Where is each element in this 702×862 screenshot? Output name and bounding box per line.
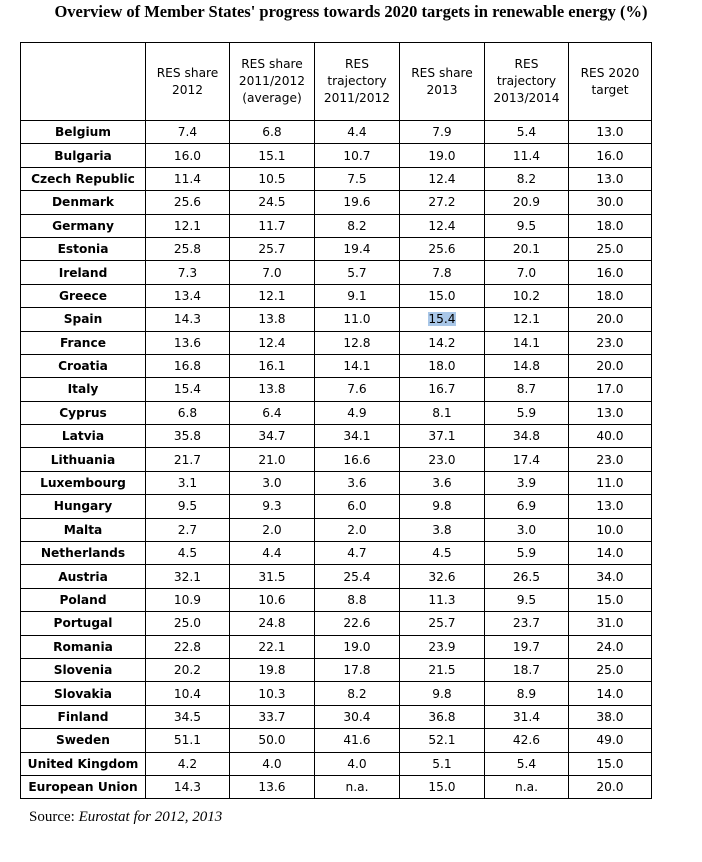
value-cell-res-trajectory-2011-2012: 19.0: [315, 635, 400, 658]
value-cell-res-trajectory-2011-2012: 25.4: [315, 565, 400, 588]
value-cell-res-trajectory-2013-2014: 17.4: [485, 448, 569, 471]
value-cell-res-2020-target: 20.0: [569, 775, 652, 798]
country-name-cell: Spain: [21, 308, 146, 331]
table-row: [21, 308, 652, 331]
table-row: [21, 378, 652, 401]
value-cell-res-share-2011-2012-average: 22.1: [230, 635, 315, 658]
table-row: [21, 167, 652, 190]
table-row: [21, 542, 652, 565]
table-row: [21, 612, 652, 635]
value-cell-res-2020-target: 18.0: [569, 214, 652, 237]
value-cell-res-trajectory-2011-2012: 3.6: [315, 471, 400, 494]
value-cell-res-share-2011-2012-average: 12.1: [230, 284, 315, 307]
source-label: Source:: [29, 809, 75, 825]
value-cell-res-share-2012: 15.4: [146, 378, 230, 401]
value-cell-res-share-2012: 13.6: [146, 331, 230, 354]
value-cell-res-trajectory-2013-2014: 14.8: [485, 354, 569, 377]
country-name-cell: Finland: [21, 705, 146, 728]
value-cell-res-share-2013: 12.4: [400, 214, 485, 237]
value-cell-res-share-2012: 7.4: [146, 121, 230, 144]
country-name-cell: France: [21, 331, 146, 354]
table-row: [21, 705, 652, 728]
value-cell-res-2020-target: 25.0: [569, 237, 652, 260]
value-cell-res-share-2013: 36.8: [400, 705, 485, 728]
value-cell-res-trajectory-2013-2014: 11.4: [485, 144, 569, 167]
value-cell-res-trajectory-2013-2014: 31.4: [485, 705, 569, 728]
value-cell-res-trajectory-2013-2014: 5.9: [485, 401, 569, 424]
value-cell-res-trajectory-2013-2014: 5.4: [485, 121, 569, 144]
source-text: Eurostat for 2012, 2013: [78, 809, 223, 825]
value-cell-res-share-2013: 9.8: [400, 495, 485, 518]
country-name-cell: Estonia: [21, 237, 146, 260]
value-cell-res-2020-target: 13.0: [569, 495, 652, 518]
value-cell-res-share-2011-2012-average: 7.0: [230, 261, 315, 284]
value-cell-res-trajectory-2011-2012: 34.1: [315, 425, 400, 448]
value-cell-res-2020-target: 49.0: [569, 729, 652, 752]
column-header-country: [21, 43, 146, 121]
value-cell-res-share-2011-2012-average: 11.7: [230, 214, 315, 237]
value-cell-res-share-2013: 4.5: [400, 542, 485, 565]
value-cell-res-share-2013: 18.0: [400, 354, 485, 377]
value-cell-res-trajectory-2013-2014: 26.5: [485, 565, 569, 588]
value-cell-res-trajectory-2013-2014: 5.9: [485, 542, 569, 565]
value-cell-res-share-2011-2012-average: 21.0: [230, 448, 315, 471]
value-cell-res-share-2013: 5.1: [400, 752, 485, 775]
value-cell-res-trajectory-2011-2012: 19.4: [315, 237, 400, 260]
value-cell-res-trajectory-2013-2014: 19.7: [485, 635, 569, 658]
page-title: Overview of Member States' progress towards 2020 targets in renewable energy (%): [54, 2, 648, 21]
country-name-cell: Bulgaria: [21, 144, 146, 167]
value-cell-res-share-2013: 15.0: [400, 284, 485, 307]
value-cell-res-trajectory-2011-2012: 4.9: [315, 401, 400, 424]
value-cell-res-trajectory-2013-2014: 5.4: [485, 752, 569, 775]
value-cell-res-share-2012: 4.2: [146, 752, 230, 775]
table-row: [21, 752, 652, 775]
res-progress-table: [20, 42, 652, 799]
value-cell-res-2020-target: 16.0: [569, 261, 652, 284]
country-name-cell: European Union: [21, 775, 146, 798]
table-row: [21, 284, 652, 307]
value-cell-res-2020-target: 16.0: [569, 144, 652, 167]
table-row: [21, 775, 652, 798]
value-cell-res-trajectory-2011-2012: 16.6: [315, 448, 400, 471]
table-row: [21, 214, 652, 237]
value-cell-res-trajectory-2013-2014: 9.5: [485, 214, 569, 237]
value-cell-res-2020-target: 13.0: [569, 167, 652, 190]
value-cell-res-trajectory-2013-2014: 3.9: [485, 471, 569, 494]
value-cell-res-share-2012: 6.8: [146, 401, 230, 424]
value-cell-res-share-2013: 21.5: [400, 658, 485, 681]
value-cell-res-share-2013: 7.8: [400, 261, 485, 284]
value-cell-res-share-2012: 22.8: [146, 635, 230, 658]
value-cell-res-2020-target: 30.0: [569, 191, 652, 214]
value-cell-res-trajectory-2011-2012: 11.0: [315, 308, 400, 331]
table-row: [21, 729, 652, 752]
value-cell-res-trajectory-2011-2012: 14.1: [315, 354, 400, 377]
value-cell-res-2020-target: 17.0: [569, 378, 652, 401]
value-cell-res-2020-target: 18.0: [569, 284, 652, 307]
value-cell-res-share-2013: 27.2: [400, 191, 485, 214]
table-row: [21, 191, 652, 214]
value-cell-res-2020-target: 13.0: [569, 121, 652, 144]
table-row: [21, 565, 652, 588]
value-cell-res-trajectory-2013-2014: n.a.: [485, 775, 569, 798]
country-name-cell: Italy: [21, 378, 146, 401]
value-cell-res-share-2013: 23.0: [400, 448, 485, 471]
value-cell-res-share-2011-2012-average: 31.5: [230, 565, 315, 588]
value-cell-res-share-2012: 12.1: [146, 214, 230, 237]
table-body: [21, 121, 652, 799]
value-cell-res-trajectory-2013-2014: 8.2: [485, 167, 569, 190]
country-name-cell: Slovakia: [21, 682, 146, 705]
column-header-res-trajectory-2013-2014: RES trajectory 2013/2014: [485, 43, 569, 121]
value-cell-res-2020-target: 20.0: [569, 308, 652, 331]
country-name-cell: Romania: [21, 635, 146, 658]
country-name-cell: Ireland: [21, 261, 146, 284]
value-cell-res-trajectory-2011-2012: 6.0: [315, 495, 400, 518]
value-cell-res-2020-target: 20.0: [569, 354, 652, 377]
value-cell-res-trajectory-2013-2014: 7.0: [485, 261, 569, 284]
country-name-cell: Slovenia: [21, 658, 146, 681]
value-cell-res-share-2012: 32.1: [146, 565, 230, 588]
value-cell-res-trajectory-2013-2014: 8.7: [485, 378, 569, 401]
value-cell-res-trajectory-2011-2012: 17.8: [315, 658, 400, 681]
value-cell-res-2020-target: 14.0: [569, 542, 652, 565]
value-cell-res-trajectory-2011-2012: 19.6: [315, 191, 400, 214]
value-cell-res-trajectory-2011-2012: 4.7: [315, 542, 400, 565]
country-name-cell: United Kingdom: [21, 752, 146, 775]
selected-text-highlight: 15.4: [428, 312, 456, 327]
value-cell-res-share-2011-2012-average: 9.3: [230, 495, 315, 518]
value-cell-res-share-2012: 3.1: [146, 471, 230, 494]
value-cell-res-share-2013: 32.6: [400, 565, 485, 588]
value-cell-res-share-2013: 12.4: [400, 167, 485, 190]
value-cell-res-trajectory-2011-2012: 30.4: [315, 705, 400, 728]
value-cell-res-trajectory-2011-2012: 5.7: [315, 261, 400, 284]
country-name-cell: Germany: [21, 214, 146, 237]
table-row: [21, 401, 652, 424]
value-cell-res-share-2011-2012-average: 24.5: [230, 191, 315, 214]
value-cell-res-2020-target: 31.0: [569, 612, 652, 635]
value-cell-res-trajectory-2011-2012: 8.2: [315, 214, 400, 237]
value-cell-res-trajectory-2013-2014: 34.8: [485, 425, 569, 448]
table-row: [21, 518, 652, 541]
country-name-cell: Cyprus: [21, 401, 146, 424]
value-cell-res-share-2011-2012-average: 13.8: [230, 378, 315, 401]
value-cell-res-2020-target: 15.0: [569, 588, 652, 611]
value-cell-res-share-2011-2012-average: 15.1: [230, 144, 315, 167]
value-cell-res-share-2012: 20.2: [146, 658, 230, 681]
table-row: [21, 471, 652, 494]
value-cell-res-2020-target: 38.0: [569, 705, 652, 728]
value-cell-res-share-2011-2012-average: 6.4: [230, 401, 315, 424]
value-cell-res-share-2012: 51.1: [146, 729, 230, 752]
value-cell-res-trajectory-2013-2014: 20.1: [485, 237, 569, 260]
value-cell-res-share-2012: 7.3: [146, 261, 230, 284]
column-header-res-share-2013: RES share 2013: [400, 43, 485, 121]
value-cell-res-share-2012: 10.9: [146, 588, 230, 611]
value-cell-res-share-2011-2012-average: 12.4: [230, 331, 315, 354]
country-name-cell: Croatia: [21, 354, 146, 377]
value-cell-res-share-2011-2012-average: 10.3: [230, 682, 315, 705]
value-cell-res-share-2011-2012-average: 13.6: [230, 775, 315, 798]
country-name-cell: Luxembourg: [21, 471, 146, 494]
value-cell-res-2020-target: 14.0: [569, 682, 652, 705]
value-cell-res-share-2012: 9.5: [146, 495, 230, 518]
table-header-row: [21, 43, 652, 121]
column-header-res-2020-target: RES 2020 target: [569, 43, 652, 121]
value-cell-res-trajectory-2013-2014: 12.1: [485, 308, 569, 331]
value-cell-res-2020-target: 25.0: [569, 658, 652, 681]
value-cell-res-share-2012: 13.4: [146, 284, 230, 307]
value-cell-res-trajectory-2011-2012: 2.0: [315, 518, 400, 541]
column-header-res-share-2012: RES share 2012: [146, 43, 230, 121]
value-cell-res-share-2013: 16.7: [400, 378, 485, 401]
country-name-cell: Latvia: [21, 425, 146, 448]
value-cell-res-share-2011-2012-average: 19.8: [230, 658, 315, 681]
country-name-cell: Hungary: [21, 495, 146, 518]
value-cell-res-2020-target: 11.0: [569, 471, 652, 494]
country-name-cell: Poland: [21, 588, 146, 611]
table-row: [21, 354, 652, 377]
value-cell-res-trajectory-2013-2014: 10.2: [485, 284, 569, 307]
value-cell-res-trajectory-2011-2012: 7.6: [315, 378, 400, 401]
value-cell-res-share-2012: 25.6: [146, 191, 230, 214]
value-cell-res-trajectory-2013-2014: 18.7: [485, 658, 569, 681]
value-cell-res-share-2011-2012-average: 25.7: [230, 237, 315, 260]
value-cell-res-share-2011-2012-average: 4.4: [230, 542, 315, 565]
value-cell-res-share-2011-2012-average: 10.5: [230, 167, 315, 190]
value-cell-res-2020-target: 40.0: [569, 425, 652, 448]
table-row: [21, 261, 652, 284]
value-cell-res-share-2013: 11.3: [400, 588, 485, 611]
value-cell-res-share-2013: 25.7: [400, 612, 485, 635]
value-cell-res-trajectory-2011-2012: 4.4: [315, 121, 400, 144]
value-cell-res-share-2011-2012-average: 2.0: [230, 518, 315, 541]
country-name-cell: Greece: [21, 284, 146, 307]
value-cell-res-trajectory-2011-2012: 10.7: [315, 144, 400, 167]
table-row: [21, 658, 652, 681]
value-cell-res-share-2013: 25.6: [400, 237, 485, 260]
table-container: [20, 42, 651, 799]
country-name-cell: Malta: [21, 518, 146, 541]
table-row: [21, 331, 652, 354]
value-cell-res-share-2013: 15.0: [400, 775, 485, 798]
value-cell-res-share-2012: 10.4: [146, 682, 230, 705]
value-cell-res-2020-target: 24.0: [569, 635, 652, 658]
value-cell-res-share-2013: 3.8: [400, 518, 485, 541]
value-cell-res-trajectory-2011-2012: 8.2: [315, 682, 400, 705]
value-cell-res-share-2011-2012-average: 3.0: [230, 471, 315, 494]
value-cell-res-2020-target: 15.0: [569, 752, 652, 775]
value-cell-res-share-2012: 16.8: [146, 354, 230, 377]
country-name-cell: Austria: [21, 565, 146, 588]
value-cell-res-share-2012: 11.4: [146, 167, 230, 190]
value-cell-res-share-2011-2012-average: 24.8: [230, 612, 315, 635]
value-cell-res-trajectory-2013-2014: 42.6: [485, 729, 569, 752]
value-cell-res-share-2013: 14.2: [400, 331, 485, 354]
value-cell-res-share-2013: 19.0: [400, 144, 485, 167]
country-name-cell: Portugal: [21, 612, 146, 635]
country-name-cell: Belgium: [21, 121, 146, 144]
value-cell-res-share-2012: 21.7: [146, 448, 230, 471]
value-cell-res-share-2011-2012-average: 16.1: [230, 354, 315, 377]
value-cell-res-share-2012: 35.8: [146, 425, 230, 448]
table-row: [21, 448, 652, 471]
value-cell-res-trajectory-2013-2014: 3.0: [485, 518, 569, 541]
value-cell-res-trajectory-2011-2012: 12.8: [315, 331, 400, 354]
table-row: [21, 495, 652, 518]
value-cell-res-2020-target: 23.0: [569, 448, 652, 471]
table-row: [21, 144, 652, 167]
value-cell-res-2020-target: 23.0: [569, 331, 652, 354]
value-cell-res-share-2012: 2.7: [146, 518, 230, 541]
value-cell-res-2020-target: 13.0: [569, 401, 652, 424]
value-cell-res-trajectory-2011-2012: 8.8: [315, 588, 400, 611]
value-cell-res-share-2013: 8.1: [400, 401, 485, 424]
value-cell-res-share-2012: 14.3: [146, 775, 230, 798]
source-note: [29, 808, 222, 826]
value-cell-res-share-2013: 23.9: [400, 635, 485, 658]
table-row: [21, 425, 652, 448]
value-cell-res-share-2011-2012-average: 33.7: [230, 705, 315, 728]
value-cell-res-trajectory-2011-2012: 4.0: [315, 752, 400, 775]
value-cell-res-share-2013: 52.1: [400, 729, 485, 752]
country-name-cell: Denmark: [21, 191, 146, 214]
value-cell-res-share-2012: 34.5: [146, 705, 230, 728]
value-cell-res-share-2012: 25.8: [146, 237, 230, 260]
country-name-cell: Lithuania: [21, 448, 146, 471]
value-cell-res-trajectory-2011-2012: 41.6: [315, 729, 400, 752]
value-cell-res-share-2011-2012-average: 10.6: [230, 588, 315, 611]
value-cell-res-share-2011-2012-average: 13.8: [230, 308, 315, 331]
country-name-cell: Sweden: [21, 729, 146, 752]
value-cell-res-share-2011-2012-average: 6.8: [230, 121, 315, 144]
value-cell-res-share-2011-2012-average: 4.0: [230, 752, 315, 775]
value-cell-res-share-2013: [400, 308, 485, 331]
table-row: [21, 635, 652, 658]
value-cell-res-trajectory-2013-2014: 9.5: [485, 588, 569, 611]
value-cell-res-share-2013: 9.8: [400, 682, 485, 705]
table-row: [21, 682, 652, 705]
value-cell-res-trajectory-2011-2012: 9.1: [315, 284, 400, 307]
table-row: [21, 237, 652, 260]
value-cell-res-trajectory-2011-2012: 22.6: [315, 612, 400, 635]
value-cell-res-trajectory-2013-2014: 8.9: [485, 682, 569, 705]
column-header-res-share-2011-2012-average: RES share 2011/2012 (average): [230, 43, 315, 121]
country-name-cell: Netherlands: [21, 542, 146, 565]
country-name-cell: Czech Republic: [21, 167, 146, 190]
value-cell-res-trajectory-2013-2014: 6.9: [485, 495, 569, 518]
value-cell-res-share-2013: 7.9: [400, 121, 485, 144]
value-cell-res-trajectory-2013-2014: 20.9: [485, 191, 569, 214]
table-row: [21, 121, 652, 144]
value-cell-res-share-2011-2012-average: 50.0: [230, 729, 315, 752]
table-row: [21, 588, 652, 611]
value-cell-res-share-2013: 3.6: [400, 471, 485, 494]
value-cell-res-share-2012: 25.0: [146, 612, 230, 635]
value-cell-res-trajectory-2013-2014: 14.1: [485, 331, 569, 354]
value-cell-res-trajectory-2013-2014: 23.7: [485, 612, 569, 635]
value-cell-res-trajectory-2011-2012: 7.5: [315, 167, 400, 190]
value-cell-res-share-2012: 16.0: [146, 144, 230, 167]
value-cell-res-share-2012: 4.5: [146, 542, 230, 565]
value-cell-res-share-2012: 14.3: [146, 308, 230, 331]
value-cell-res-trajectory-2011-2012: n.a.: [315, 775, 400, 798]
column-header-res-trajectory-2011-2012: RES trajectory 2011/2012: [315, 43, 400, 121]
value-cell-res-share-2011-2012-average: 34.7: [230, 425, 315, 448]
value-cell-res-2020-target: 10.0: [569, 518, 652, 541]
value-cell-res-share-2013: 37.1: [400, 425, 485, 448]
value-cell-res-2020-target: 34.0: [569, 565, 652, 588]
